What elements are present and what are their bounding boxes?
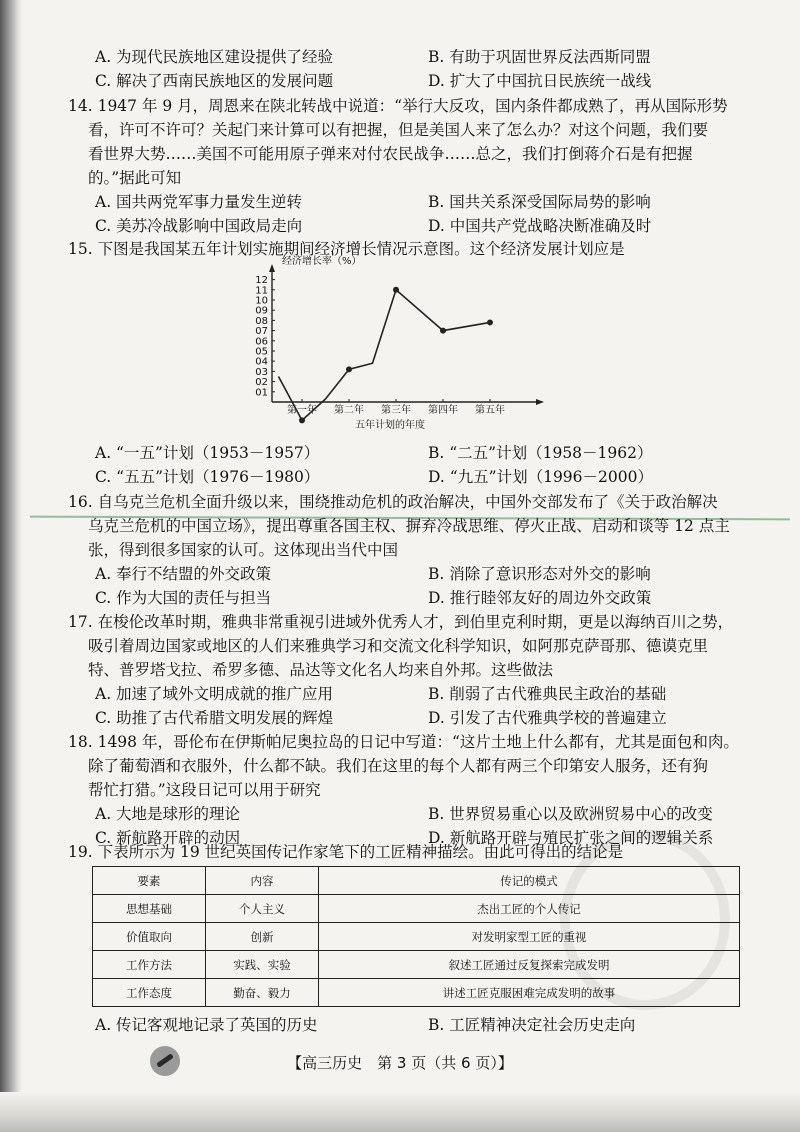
x-axis-label: 五年计划的年度	[355, 420, 425, 431]
table-cell: 个人主义	[206, 895, 319, 923]
q14-option-c: C. 美苏冷战影响中国政局走向	[95, 217, 303, 235]
table-row	[93, 923, 740, 951]
table-cell: 杰出工匠的个人传记	[319, 895, 740, 923]
q18-option-d: D. 新航路开辟与殖民扩张之间的逻辑关系	[428, 829, 714, 847]
table-cell: 思想基础	[93, 895, 206, 923]
y-tick-label: 08	[255, 315, 268, 327]
table-cell: 创新	[206, 923, 319, 951]
q13-option-a: A. 为现代民族地区建设提供了经验	[95, 48, 334, 66]
q16-stem-line2: 乌克兰危机的中国立场》，提出尊重各国主权、摒弃冷战思维、停火止战、启动和谈等 12 点主	[88, 517, 730, 535]
data-point	[440, 328, 446, 334]
series-line	[279, 290, 491, 421]
q17-option-d: D. 引发了古代雅典学校的普遍建立	[428, 709, 667, 727]
y-tick-label: 04	[255, 356, 268, 368]
q15-stem: 15. 下图是我国某五年计划实施期间经济增长情况示意图。这个经济发展计划应是	[68, 240, 625, 258]
y-axis-arrow	[269, 264, 275, 272]
y-tick-label: 07	[255, 326, 268, 338]
data-point	[487, 319, 493, 325]
table-cell: 工作方法	[93, 951, 206, 979]
q18-stem-line1: 18. 1498 年，哥伦布在伊斯帕尼奥拉岛的日记中写道：“这片土地上什么都有，尤其是面包和肉。	[68, 733, 739, 751]
y-tick-label: 02	[255, 377, 268, 389]
y-tick-label: 10	[255, 295, 268, 307]
q16-option-a: A. 奉行不结盟的外交政策	[95, 565, 272, 583]
q16-stem-line1: 16. 自乌克兰危机全面升级以来，围绕推动危机的政治解决，中国外交部发布了《关于政治解决	[68, 493, 718, 511]
y-axis-label: 经济增长率（%）	[282, 256, 362, 267]
table-cell: 讲述工匠克服困难完成发明的故事	[319, 979, 740, 1007]
x-tick-label: 第二年	[334, 405, 364, 416]
q13-option-c: C. 解决了西南民族地区的发展问题	[95, 72, 334, 90]
data-point	[346, 366, 352, 372]
q17-stem-line2: 吸引着周边国家或地区的人们来雅典学习和交流文化科学知识，如阿那克萨哥那、德谟克里	[88, 637, 709, 655]
q18-stem-line3: 帮忙打猎。”这段日记可以用于研究	[88, 781, 321, 799]
table-header-cell: 传记的模式	[319, 867, 740, 895]
q19-option-b: B. 工匠精神决定社会历史走向	[428, 1016, 636, 1034]
q16-option-b: B. 消除了意识形态对外交的影响	[428, 565, 651, 583]
q17-stem-line1: 17. 在梭伦改革时期，雅典非常重视引进域外优秀人才，到伯里克利时期，更是以海纳百川之势，	[68, 613, 734, 631]
table-cell: 工作态度	[93, 979, 206, 1007]
table-cell: 对发明家型工匠的重视	[319, 923, 740, 951]
x-tick-label: 第五年	[475, 405, 505, 416]
q15-option-d: D. “九五”计划（1996－2000）	[428, 468, 653, 486]
y-tick-label: 05	[255, 346, 268, 358]
y-tick-label: 11	[255, 285, 268, 297]
q17-option-c: C. 助推了古代希腊文明发展的辉煌	[95, 709, 334, 727]
q14-option-d: D. 中国共产党战略决断准确及时	[428, 217, 652, 235]
q14-stem-line3: 看世界大势……美国不可能用原子弹来对付农民战争……总之，我们打倒蒋介石是有把握	[88, 145, 693, 163]
q17-option-b: B. 削弱了古代雅典民主政治的基础	[428, 685, 667, 703]
q15-option-c: C. “五五”计划（1976－1980）	[95, 468, 320, 486]
x-tick-label: 第四年	[428, 405, 458, 416]
x-tick-label: 第一年	[287, 405, 317, 416]
y-tick-label: 06	[255, 336, 268, 348]
table-row	[93, 979, 740, 1007]
data-point	[299, 417, 305, 423]
table-row	[93, 895, 740, 923]
table-cell: 勤奋、毅力	[206, 979, 319, 1007]
q17-option-a: A. 加速了域外文明成就的推广应用	[95, 685, 334, 703]
table-header-cell: 要素	[93, 867, 206, 895]
q18-option-b: B. 世界贸易重心以及欧洲贸易中心的改变	[428, 805, 713, 823]
page-shadow-bottom	[0, 1092, 800, 1132]
q14-option-b: B. 国共关系深受国际局势的影响	[428, 193, 651, 211]
q18-option-c: C. 新航路开辟的动因	[95, 829, 241, 847]
table-header-row	[93, 867, 740, 895]
table-cell: 叙述工匠通过反复探索完成发明	[319, 951, 740, 979]
data-point	[393, 287, 399, 293]
page-footer: 【高三历史 第 3 页（共 6 页）】	[287, 1054, 513, 1072]
x-axis-arrow	[536, 399, 544, 405]
q15-option-b: B. “二五”计划（1958－1962）	[428, 444, 653, 462]
page-shadow-left	[0, 0, 22, 1132]
y-tick-label: 09	[255, 305, 268, 317]
y-tick-label: 01	[255, 387, 268, 399]
q16-option-c: C. 作为大国的责任与担当	[95, 589, 272, 607]
q14-stem-line2: 看，许可不许可？关起门来计算可以有把握，但是美国人来了怎么办？对这个问题，我们要	[88, 121, 709, 139]
table-row	[93, 951, 740, 979]
q18-option-a: A. 大地是球形的理论	[95, 805, 241, 823]
growth-chart	[240, 250, 560, 440]
q13-option-d: D. 扩大了中国抗日民族统一战线	[428, 72, 652, 90]
y-tick-label: 12	[255, 275, 268, 287]
q14-stem-line4: 的。”据此可知	[88, 169, 182, 187]
table-header-cell: 内容	[206, 867, 319, 895]
q14-option-a: A. 国共两党军事力量发生逆转	[95, 193, 303, 211]
q15-option-a: A. “一五”计划（1953－1957）	[95, 444, 320, 462]
x-tick-label: 第三年	[381, 405, 411, 416]
y-tick-label: 03	[255, 366, 268, 378]
q17-stem-line3: 特、普罗塔戈拉、希罗多德、品达等文化名人均来自外邦。这些做法	[88, 661, 554, 679]
q19-option-a: A. 传记客观地记录了英国的历史	[95, 1016, 318, 1034]
table-cell: 实践、实验	[206, 951, 319, 979]
q13-option-b: B. 有助于巩固世界反法西斯同盟	[428, 48, 651, 66]
q19-stem: 19. 下表所示为 19 世纪英国传记作家笔下的工匠精神描绘。由此可得出的结论是	[68, 843, 624, 861]
q19-table	[92, 866, 740, 1007]
q16-stem-line3: 张，得到很多国家的认可。这体现出当代中国	[88, 541, 399, 559]
q14-stem-line1: 14. 1947 年 9 月，周恩来在陕北转战中说道：“举行大反攻，国内条件都成熟了，再从国际形势	[68, 97, 728, 115]
q18-stem-line2: 除了葡萄酒和衣服外，什么都不缺。我们在这里的每个人都有两三个印第安人服务，还有狗	[88, 757, 709, 775]
table-cell: 价值取向	[93, 923, 206, 951]
q16-option-d: D. 推行睦邻友好的周边外交政策	[428, 589, 652, 607]
